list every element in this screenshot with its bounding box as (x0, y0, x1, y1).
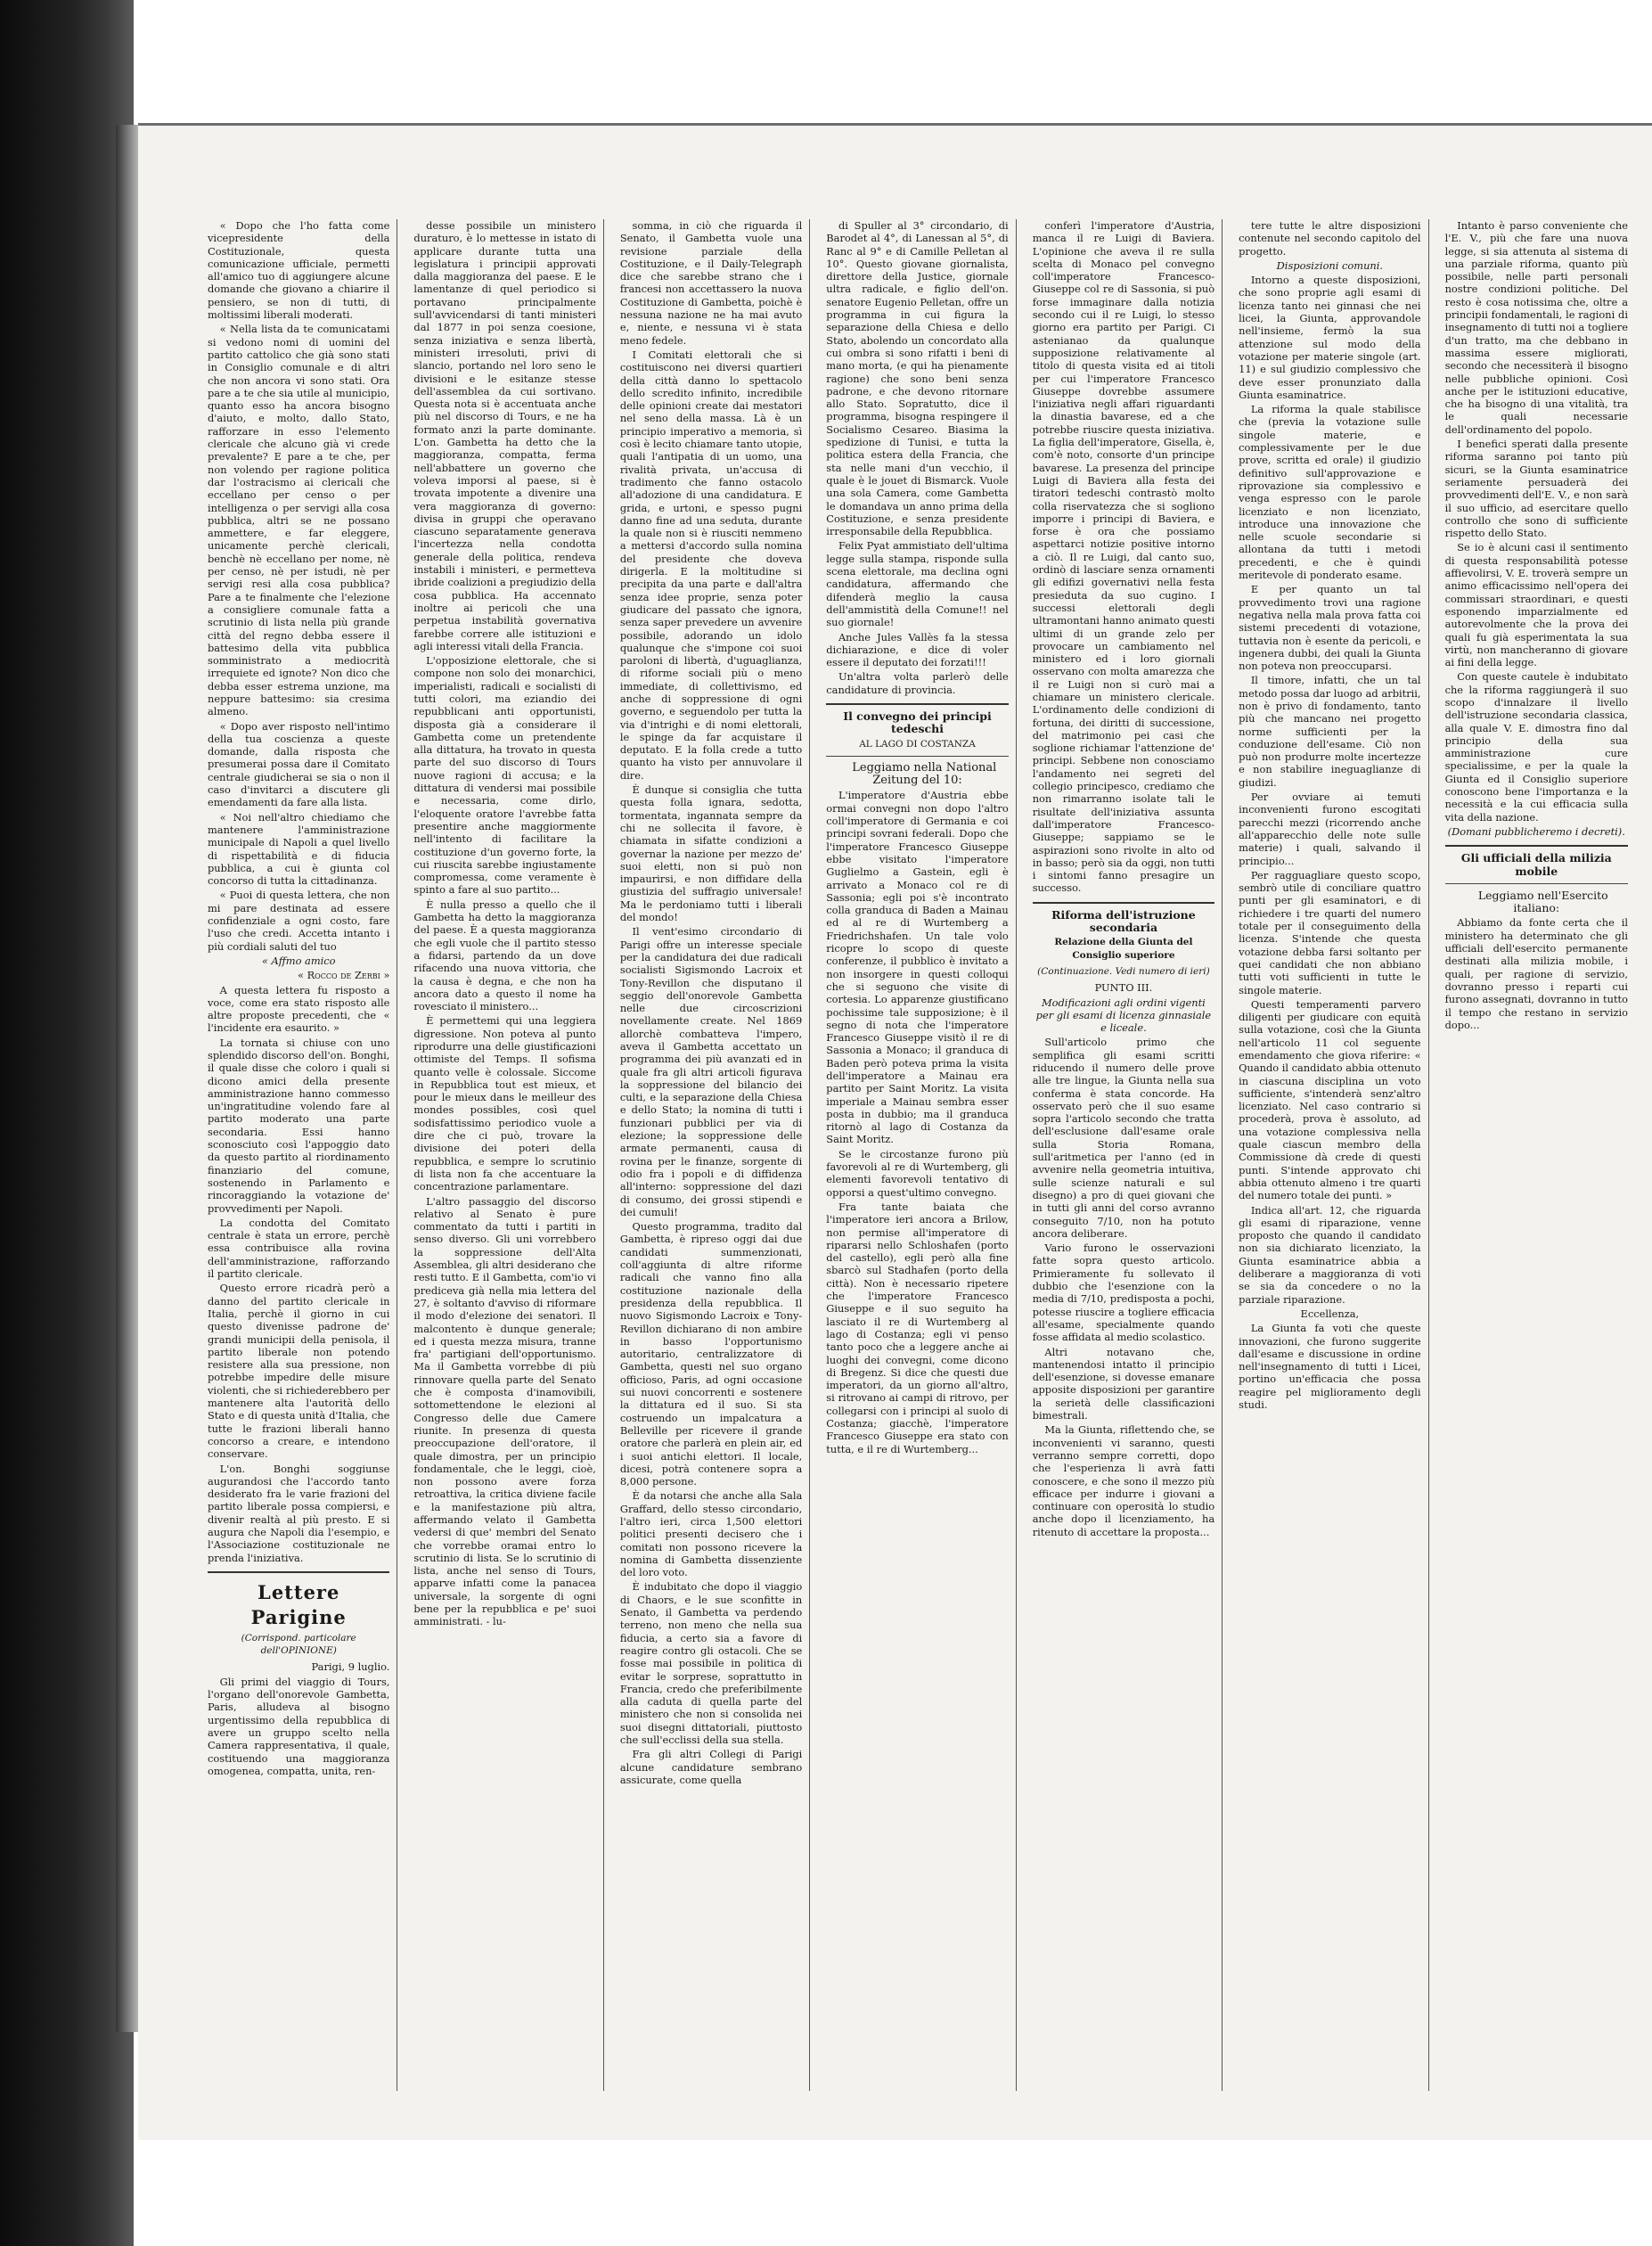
paragraph: « Nella lista da te comunicatami si vedono nomi di uomini del partito cattolico che già sono stati in Consiglio comunale e di altri che non ancora vi sono stati. Ora pare a te che sia utile al municipio, quanto esso ha ancora bisogno d'aiuto, e molto, dallo Stato, rafforzare in esso l'elemento clericale che alcuno già vi crede prevalente? E pare a te che, per non volendo per ragione politica dar l'ostracismo ai clericali che eccellano per censo o per intelligenza o per servigi alla cosa pubblica, altri se ne possano ammettere, e far eleggere, unicamente perchè clericali, benchè nè eccellano per nome, nè per censo, nè per istudi, nè per servigi resi alla cosa pubblica? Pare a te finalmente che l'elezione a consigliere comunale fatta a scrutinio di lista nella più grande città del regno debba essere il battesimo della vita pubblica somministrato a mediocrità irrequiete ed ignote? Non dico che debba esser estrema unzione, ma neppure battesimo: sia cresima almeno. (208, 323, 390, 718)
section-rule (826, 703, 1008, 705)
paragraph: Felix Pyat ammistiato dell'ultima legge sulla stampa, risponde sulla scena elettorale, ma declina ogni candidatura, affermando che difenderà meglio la causa dell'ammistità della Comune!! nel suo giornale! (826, 539, 1009, 629)
paragraph: I Comitati elettorali che si costituiscono nei diversi quartieri della città danno lo spettacolo dello scredito infinito, incredibile delle opinioni create dai mestatori nel seno della massa. Là è un principio imperativo a memoria, sì così è lecito chiamare tanto utopie, quali l'antipatia di un uomo, una rivalità privata, un'accusa di tradimento che fanno ostacolo all'adozione di una candidatura. E grida, e urtoni, e spesso pugni danno fine ad una seduta, durante la quale non si è riusciti nemmeno a mettersi d'accordo sulla nomina del presidente che doveva dirigerla. E la moltitudine si precipita da una parte e dall'altra senza idee proprie, senza poter giudicare del passato che ignora, senza saper prevedere un avvenire possibile, adorando un idolo qualunque che s'impone coi suoi paroloni di libertà, d'uguaglianza, di riforme sociali più o meno immediate, di collettivismo, ed anche di soppressione di ogni governo, e seguendolo per tutta la via d'intrighi e di nomi elettorali, le spinge da far acquistare il deputato. E la folla crede a tutto quanto ha visto per annuvolare il dire. (619, 348, 803, 782)
column-4 (819, 219, 1016, 2091)
paragraph: Questo errore ricadrà però a danno del partito clericale in Italia, perchè il giorno in cui questo divenisse padrone de' grandi municipii della penisola, il partito liberale non potendo resistere alla sua pressione, non potrebbe impedire delle misure violenti, che si richiederebbero per mantenere alta l'autorità dello Stato e di questa unità d'Italia, che tutte le frazioni liberali hanno concorso a creare, e intendono conservare. (208, 1282, 390, 1461)
divider (826, 756, 1008, 757)
paragraph: Gli primi del viaggio di Tours, l'organo dell'onorevole Gambetta, Paris, alludeva al bisogno urgentissimo della repubblica di avere un gruppo scelto nella Camera rappresentativa, il quale, costituendo una maggioranza omogenea, compatta, unita, ren- (208, 1675, 390, 1777)
paragraph: Abbiamo da fonte certa che il ministero ha determinato che gli ufficiali dell'esercito permanente destinati alla milizia mobile, i quali, per ragione di servizio, dovranno presso i reparti cui furono assegnati, dovranno in tutto il tempo che restano in servizio dopo... (1444, 916, 1628, 1031)
paragraph: Il timore, infatti, che un tal metodo possa dar luogo ad arbitrii, non è privo di fondamento, tanto più che mancano nei progetto norme sufficienti per la conduzione dell'esame. Ciò non può non produrre molte incertezze e non stabilire ineguaglianze di giudizi. (1239, 674, 1421, 789)
paragraph: Anche Jules Vallès fa la stessa dichiarazione, e dice di voler essere il deputato dei forzati!!! (826, 630, 1009, 669)
paragraph: Se io è alcuni casi il sentimento di questa responsabilità potesse affievolirsi, V. E. troverà sempre un animo efficacissimo nell'opera dei commissari straordinari, e questi esponendo imparzialmente ed autorevolmente che la prova dei quali fu già esperimentata la sua virtù, non mancheranno di giovare ai fini della legge. (1444, 541, 1628, 669)
section-title-lettere-parigine: Lettere Parigine (250, 1580, 347, 1628)
paragraph: « Puoi di questa lettera, che non mi pare destinata ad essere confidenziale a ogni costo, fare l'uso che credi. Accetta intanto i più cordiali saluti del tuo (208, 889, 390, 953)
dateline: Parigi, 9 luglio. (311, 1660, 390, 1674)
section-subtitle: (Corrispond. particolare dell'OPINIONE) (241, 1632, 356, 1657)
paragraph: Per ovviare ai temuti inconvenienti furono escogitati parecchi mezzi (ricorrendo anche all'apparecchio delle note sulle materie) i quali, salvando il principio... (1239, 791, 1421, 867)
paragraph: La Giunta fa voti che queste innovazioni, che furono suggerite dall'esame e discussione in ordine nell'insegnamento di tutti i Licei, portino un'efficacia che possa reagire pel miglioramento degli studi. (1239, 1322, 1421, 1412)
paragraph: Ma la Giunta, riflettendo che, se inconvenienti vi saranno, questi verranno sempre corretti, dopo che l'esperienza li avrà fatti conoscere, e che sono il mezzo più efficace per indurre i giovani a continuare con operosità lo studio anche dopo il licenziamento, ha ritenuto di accettare la proposta... (1032, 1423, 1215, 1538)
section-rule (1033, 902, 1214, 904)
paragraph: desse possibile un ministero duraturo, è lo mettesse in istato di applicare durante tutta una legislatura i principii approvati dalla maggioranza del paese. E le lamentanze di quel periodico si portavano principalmente sull'avvicendarsi di tanti ministeri dal 1877 in poi senza coesione, senza iniziativa e senza libertà, ministeri irresoluti, privi di slancio, portando nel loro seno le divisioni e le esitanze stesse dell'assemblea da cui sortivano. Questa nota si è accentuata anche più nel discorso di Tours, e ne ha formato anzi la parte dominante. L'on. Gambetta ha detto che la maggioranza, compatta, ferma nell'abbattere un governo che voleva imporsi al paese, si è trovata impotente a divenire una vera maggioranza di governo: divisa in gruppi che operavano ciascuno separatamente generava l'incertezza nella condotta generale della politica, rendeva instabili i ministeri, e permetteva ibride coalizioni a pregiudizio della cosa pubblica. Ha accennato inoltre ai pericoli che una perpetua instabilità governativa farebbe correre alle istituzioni e agli interessi vitali della Francia. (413, 219, 596, 652)
paragraph: « Dopo che l'ho fatta come vicepresidente della Costituzionale, questa comunicazione ufficiale, permetti all'amico tuo di aggiungere alcune domande che giovano a chiarire il pensiero, se non di tutti, di moltissimi liberali moderati. (208, 219, 390, 322)
section-rule (208, 1571, 389, 1573)
paragraph: Altri notavano che, mantenendosi intatto il principio dell'esenzione, si dovesse emanare apposite disposizioni per garantire la serietà delle classificazioni bimestrali. (1032, 1345, 1215, 1422)
section-title-milizia: Gli ufficiali della milizia mobile (1460, 851, 1612, 878)
paragraph: E per quanto un tal provvedimento trovi una ragione negativa nella mala prova fatta coi sistemi precedenti di votazione, tuttavia non è esente da pericoli, e ingenera dubbi, dei quali la Giunta non poteva non preoccuparsi. (1239, 583, 1421, 673)
paragraph: L'opposizione elettorale, che si compone non solo dei monarchici, imperialisti, radicali e socialisti di tutti colori, ma eziandio dei repubblicani anti opportunisti, disposta già a considerare il Gambetta come un pretendente alla dittatura, ha trovato in questa parte del suo discorso di Tours nuove ragioni di accusa; e la dittatura di vendersi mai possibile e necessaria, come dirlo, l'eloquente oratore l'avrebbe fatta presentire anche maggiormente nell'intento di facilitare la costituzione d'un governo forte, la cui riuscita sarebbe ingiustamente compromessa, come veramente è spinto a fare al suo partito... (413, 654, 596, 897)
intro-line: Leggiamo nell'Esercito italiano: (1477, 888, 1608, 915)
paragraph: Con queste cautele è indubitato che la riforma raggiungerà il suo scopo d'innalzare il livello dell'istruzione secondaria classica, alla quale V. E. dimostra fino dal principio della sua amministrazione cure specialissime, e per la quale la Giunta ed il Consiglio superiore conoscono bene l'importanza e la necessità e la cui efficacia sulla vita della nazione. (1444, 670, 1628, 824)
punto-title: Modificazioni agli ordini vigenti per gli esami di licenza ginnasiale e liceale. (1035, 996, 1212, 1035)
page-binding (116, 125, 139, 2032)
paragraph: È permettemi qui una leggiera digressione. Non poteva al punto riprodurre una delle giustificazioni ottimiste del Temps. Il sofisma quanto velle è colossale. Siccome in Repubblica tout est mieux, et pour le mieux dans le meilleur des mondes possibles, così quel sodisfattissimo periodico vuole a dire che ci può, trovare la divisione dei poteri della repubblica, e sempre lo scrutinio di lista non fa che accentuare la concentrazione parlamentare. (413, 1014, 596, 1193)
column-7 (1438, 219, 1635, 2091)
paragraph: La condotta del Comitato centrale è stata un errore, perchè essa contribuisce alla rovina dell'amministrazione, rafforzando il partito clericale. (208, 1216, 390, 1281)
paragraph: « Noi nell'altro chiediamo che mantenere l'amministrazione municipale di Napoli a quel livello di rispettabilità e di fiducia pubblica, a cui è giunta col concorso di tutta la cittadinanza. (208, 810, 390, 888)
column-3 (613, 219, 810, 2091)
paragraph: A questa lettera fu risposto a voce, come era stato risposto alle altre proposte precedenti, che « l'incidente era esaurito. » (208, 983, 390, 1035)
paragraph: L'imperatore d'Austria ebbe ormai convegni non dopo l'altro coll'imperatore di Germania e coi principi sovrani federali. Dopo che l'imperatore Francesco Giuseppe ebbe visitato l'imperatore Guglielmo a Gastein, egli è arrivato a Monaco col re di Sassonia; egli poi s'è incontrato colla granduca di Baden a Mainau ed al re di Wurtemberg a Friedrichshafen. Un tale volo ricopre lo scopo di queste conferenze, il pubblico è invitato a non insorgere in questi colloqui che si seguono che visite di cortesia. Lo apparenze giustificano pochissime tale supposizione; è il segno di nota che l'imperatore Francesco Giuseppe visitò il re di Sassonia a Monaco; il granduca di Baden però poteva prima la visita dell'imperatore a Mainau era partito per Saint Moritz. La visita imperiale a Mainau sembra esser posta in dubbio; ma il granduca ritornò al lago di Costanza da Saint Moritz. (826, 789, 1009, 1146)
paragraph: È indubitato che dopo il viaggio di Chaors, e le sue sconfitte in Senato, il Gambetta va perdendo terreno, non meno che nella sua fiducia, a certo sia a favore di reagire contro gli ostacoli. Che se fosse mai possibile in politica di evitar le sorprese, soprattutto in Francia, credo che preferibilmente alla caduta di quella parte del ministero che non si consolida nei suoi disegni dittatoriali, piuttosto che sull'ecclissi della sua stella. (619, 1580, 803, 1747)
paragraph: Intorno a queste disposizioni, che sono proprie agli esami di licenza tanto nei ginnasi che nei licei, la Giunta, approvandole nell'insieme, fermò la sua attenzione sul modo della votazione per materie singole (art. 11) e sul giudizio complessivo che deve esser pronunziato dalla Giunta esaminatrice. (1239, 274, 1421, 401)
paragraph: Questi temperamenti parvero diligenti per giudicare con equità sulla votazione, così che la Giunta nell'articolo 11 col seguente emendamento che giova riferire: « Quando il candidato abbia ottenuto in ciascuna disciplina un voto sufficiente, s'intenderà senz'altro licenziato. Nel caso contrario si procederà, prova è assoluto, ad una votazione complessiva nella quale ciascun membro della Commissione dà crede di questi punti. S'intende approvato chi abbia ottenuto almeno i tre quarti del numero totale dei punti. » (1239, 997, 1421, 1202)
paragraph: La riforma la quale stabilisce che (previa la votazione sulle singole materie, e complessivamente per le due prove, scritta ed orale) il giudizio definitivo sull'approvazione e riprovazione sia complessivo e venga espresso con le parole licenziato e non licenziato, introduce una innovazione che nelle scuole secondarie si allontana da tutti i metodi precedenti, e che è quindi meritevole di ponderato esame. (1239, 403, 1421, 582)
paragraph: L'on. Bonghi soggiunse augurandosi che l'accordo tanto desiderato fra le varie frazioni del partito liberale possa compiersi, e divenir realtà al più presto. E si augura che Napoli dia l'esempio, e l'Associazione costituzionale ne prenda l'iniziativa. (208, 1462, 390, 1564)
newspaper-page (138, 123, 1652, 2140)
paragraph: Vario furono le osservazioni fatte sopra questo articolo. Primieramente fu sollevato il dubbio che l'esenzione con la media di 7/10, predisposta a pochi, potesse riuscire a togliere efficacia all'esame, specialmente quando fosse affidata al medio scolastico. (1032, 1242, 1215, 1344)
subsection-title: Disposizioni comuni. (1276, 258, 1384, 272)
paragraph: Sull'articolo primo che semplifica gli esami scritti riducendo il numero delle prove alle tre lingue, la Giunta nella sua conferma è stata concorde. Ha osservato però che il suo esame sopra l'articolo secondo che tratta dell'esclusione dall'esame orale sulla Storia Romana, sull'aritmetica per l'anno (ed in avvenire nella geometria intuitiva, sulle scienze naturali e sul disegno) a pro di quei giovani che in tutti gli anni del corso avranno conseguito 7/10, non ha potuto ancora deliberare. (1032, 1036, 1215, 1240)
paragraph: Un'altra volta parlerò delle candidature di provincia. (826, 670, 1009, 696)
paragraph: Il vent'esimo circondario di Parigi offre un interesse speciale per la candidatura dei due radicali socialisti Sigismondo Lacroix et Tony-Revillon che disputano il seggio dell'onorevole Gambetta nelle due circoscrizioni novellamente create. Nel 1869 allorchè combatteva l'impero, aveva il Gambetta accettato un programma dei più avanzati ed in quale fra gli altri articoli figurava la soppressione del bilancio dei culti, e la separazione della Chiesa e dello Stato; la nomina di tutti i funzionari pubblici per via di elezione; la soppressione delle armate permanenti, causa di rovina per le finanze, sorgente di odio fra i popoli e di diffidenza all'interno: soppressione del dazi di consumo, dei grossi stipendi e dei cumuli! (619, 925, 803, 1218)
column-2 (406, 219, 603, 2091)
intro-line: Leggiamo nella National Zeitung del 10: (852, 760, 997, 788)
closing: « Affmo amico (261, 954, 336, 967)
paragraph: Intanto è parso conveniente che l'E. V., più che fare una nuova legge, si sia attenuta al sistema di una parziale riforma, quanto più possibile, nelle parti personali nostre condizioni politiche. Del resto è cosa notissima che, oltre a principii fondamentali, le ragioni di insegnamento di tutti noi a togliere d'un tratto, ma che debbano in massima essere migliorati, secondo che necessiterà il bisogno nelle pubbliche opinioni. Così anche per le istituzioni educative, che ha bisogno di una vitalità, tra le quali necessarie dell'ordinamento del popolo. (1444, 219, 1628, 436)
paragraph: (Domani pubblicheremo i decreti). (1447, 824, 1625, 838)
paragraph: I benefici sperati dalla presente riforma saranno poi tanto più sicuri, se la Giunta esaminatrice seriamente persuaderà dei provvedimenti dell'E. V., e non sarà il suo ufficio, ad esercitare quello controllo che sono di sufficiente rispetto dello Stato. (1444, 438, 1628, 540)
paragraph: Questo programma, tradito dal Gambetta, è ripreso oggi dai due candidati summenzionati, coll'aggiunta di altre riforme radicali che vanno fino alla costituzione nazionale della presidenza della repubblica. Il nuovo Sigismondo Lacroix e Tony-Revillon dichiarano di non ambire in basso l'opportunismo autoritario, centralizzatore di Gambetta, questi nel suo organo officioso, Paris, ad ogni occasione sui nuovi concorrenti e sostenere la dittatura ed il suo. Si sta costruendo un impalcatura a Belleville per ricevere il grande oratore che parlerà en plein air, ed i suoi antichi elettori. Il locale, dicesi, potrà contenere sopra a 8,000 persone. (619, 1220, 803, 1488)
paragraph: È dunque si consiglia che tutta questa folla ignara, sedotta, tormentata, ingannata sempre da chi ne sollecita il favore, è chiamata in sifatte condizioni a governar la nazione per mezzo de' suoi eletti, non si può non impaurirsi, e non diffidare della giustizia del suffragio universale! Ma le perdoniamo tutti i liberali del mondo! (619, 783, 803, 924)
paragraph: È nulla presso a quello che il Gambetta ha detto la maggioranza del paese. È a questa maggioranza che egli vuole che il partito stesso a fidarsi, partendo da un dove rifacendo una nuova vittoria, che la causa è degna, e che non ha ancora dato a questo il nome ha rovesciato il ministero... (413, 898, 596, 1013)
punto-heading: PUNTO III. (1094, 981, 1153, 995)
paragraph: Per ragguagliare questo scopo, sembrò utile di conciliare quattro punti per gli esaminatori, e di richiedere i tre quarti del numero totale per il conseguimento della licenza. S'intende che questa votazione debba farsi soltanto per quei candidati che non abbiano tutti voti sufficienti in tutte le singole materie. (1239, 868, 1421, 996)
section-title-riforma: Riforma dell'istruzione secondaria (1051, 907, 1196, 935)
signature: « Rocco de Zerbi » (297, 969, 390, 982)
paragraph: « Dopo aver risposto nell'intimo della tua coscienza a queste domande, dalla risposta che presumerai possa dare il Comitato centrale giudicherai se sia o non il caso d'invitarci a discutere gli emendamenti da fare alla lista. (208, 719, 390, 809)
section-note: (Continuazione. Vedi numero di ieri) (1037, 965, 1210, 977)
paragraph: Fra tante baiata che l'imperatore ieri ancora a Brilow, non permise all'imperatore di ripararsi nello Schloshafen (porto del castello), egli però alla fine sbarcò sul Stadhafen (porto della città). Non è necessario ripetere che l'imperatore Francesco Giuseppe e il suo seguito ha lasciato il re di Wurtemberg al lago di Costanza; egli vi penso tanto poco che a leggere anche ai luoghi dei convegni, come dicono di Bregenz. Si dice che questi due imperatori, da un giorno all'altro, si ritrovano ai campi di ritrovo, per collegarsi con i principi al suolo di Costanza; giacchè, l'imperatore Francesco Giuseppe era stato con tutta, e il re di Wurtemberg... (826, 1200, 1009, 1455)
section-title-convegno: Il convegno dei principi tedeschi (843, 709, 992, 736)
paragraph: Fra gli altri Collegi di Parigi alcune candidature sembrano assicurate, come quella (619, 1748, 803, 1786)
salutation: Eccellenza, (1300, 1307, 1360, 1320)
column-5 (1026, 219, 1223, 2091)
paragraph: di Spuller al 3° circondario, di Barodet al 4°, di Lanessan al 5°, di Ranc al 9° e di Camille Pelletan al 10°. Questo giovane giornalista, direttore della Justice, giornale ultra radicale, e figlio dell'on. senatore Eugenio Pelletan, offre un programma in cui figura la separazione della Chiesa e dello Stato, abolendo un concordato alla cui ombra si sono rifatti i beni di mano morta, (e qui ha pienamente ragione) che sono beni senza padrone, e che devono ritornare allo Stato. Sopratutto, dice il programma, bisogna respingere il Socialismo Cesareo. Biasima la spedizione di Tunisi, e tutta la politica estera della Francia, che sta nelle mani d'un vecchio, il quale è le jouet di Bismarck. Vuole una sola Camera, come Gambetta le domandava un anno prima della Costituzione, e senza presidente irresponsabile della Repubblica. (826, 219, 1009, 538)
section-subtitle: AL LAGO DI COSTANZA (859, 738, 976, 750)
paragraph: tere tutte le altre disposizioni contenute nel secondo capitolo del progetto. (1239, 219, 1421, 258)
paragraph: Indica all'art. 12, che riguarda gli esami di riparazione, venne proposto che quando il candidato non sia dichiarato licenziato, la Giunta esaminatrice abbia a deliberare a maggioranza di voti se sia da concedere o no la parziale riparazione. (1239, 1203, 1421, 1306)
paragraph: La tornata si chiuse con uno splendido discorso dell'on. Bonghi, il quale disse che coloro i quali si dicono amici della presente amministrazione hanno commesso un'ingratitudine volendo fare al partito moderato una parte secondaria. Essi hanno sconosciuto così l'appoggio dato da questo partito al riordinamento finanziario del comune, sostenendo in Parlamento e rincoraggiando la votazione de' provvedimenti per Napoli. (208, 1036, 390, 1215)
paragraph: È da notarsi che anche alla Sala Graffard, dello stesso circondario, l'altro ieri, circa 1,500 elettori politici presenti decisero che i comitati non possono ricevere la nomina di Gambetta dissenziente del loro voto. (619, 1489, 803, 1579)
section-subtitle: Relazione della Giunta del Consiglio superiore (1054, 937, 1193, 961)
scanner-margin (0, 0, 134, 2246)
paragraph: somma, in ciò che riguarda il Senato, il Gambetta vuole una revisione parziale della Costituzione, e il Daily-Telegraph dice che sarebbe strano che i francesi non accettassero la nuova Costituzione di Gambetta, poichè è nessuna nazione ne ha mai avuto e, niente, e nessuna vi è stata meno fedele. (619, 219, 803, 347)
divider (1445, 883, 1628, 884)
paragraph: Se le circostanze furono più favorevoli al re di Wurtemberg, gli elementi favorevoli tentativo di opporsi a quest'ultimo convegno. (826, 1147, 1009, 1199)
column-6 (1231, 219, 1428, 2091)
paragraph: conferì l'imperatore d'Austria, manca il re Luigi di Baviera. L'opinione che aveva il re sulla scelta di Monaco pel convegno coll'imperatore Francesco-Giuseppe col re di Sassonia, si può forse immaginare dalla notizia secondo cui il re Luigi, lo stesso giorno era partito per Parigi. Ci astenianao da qualunque supposizione relativamente al titolo di questa visita ed ai titoli per cui l'imperatore Francesco Giuseppe dovrebbe assumere l'iniziativa negli affari riguardanti la dinastia bavarese, ed a che potrebbe riuscire questa iniziativa. La figlia dell'imperatore, Gisella, è, com'è noto, consorte d'un principe bavarese. La presenza del principe Luigi di Baviera alla festa dei tiratori tedeschi contrastò molto colla riservatezza che si sogliono imporre i principi di Baviera, e forse è ora che possiamo aspettarci notizie positive intorno a ciò. Il re Luigi, dal canto suo, ordinò di lasciare senza ornamenti gli edifizi governativi nella festa presieduta da suo cugino. I successi elettorali degli ultramontani hanno animato questi ultimi di un grande zelo per provocare un cambiamento nel ministero ed i loro giornali osservano con molta amarezza che il re Luigi non si curò mai a chiamare un ministero clericale. L'ordinamento delle condizioni di fortuna, dei diritti di successione, del matrimonio pei casi che soglione richiamar l'attenzione de' principi. Sebbene non conosciamo l'andamento nei segreti del collegio principesco, crediamo che non rimarranno isolate tali le risultate dell'iniziativa assunta dall'imperatore Francesco-Giuseppe; sappiamo se le aspirazioni sono rivolte in alto od in basso; però sia da oggi, non tutti i sintomi fanno presagire un successo. (1032, 219, 1215, 895)
paragraph: L'altro passaggio del discorso relativo al Senato è pure commentato da tutti i partiti in senso diverso. Gli uni vorrebbero la soppressione dell'Alta Assemblea, gli altri desiderano che resti tutto. E il Gambetta, com'io vi prediceva già nella mia lettera del 27, è soltanto d'avviso di riformare il modo d'elezione dei senatori. Il malcontento è dunque generale; ed i questa mezza misura, tranne fra' partigiani dell'opportunismo. Ma il Gambetta vorrebbe di più rinnovare quella parte del Senato che è composta d'inamovibili, sottomettendone le elezioni al Congresso delle due Camere riunite. In presenza di questa preoccupazione dell'oratore, il quale dimostra, per un principio fondamentale, che le leggi, cioè, non possono avere forza retroattiva, la critica diviene facile e la manifestazione più altra, affermando velato il Gambetta vedersi di que' membri del Senato che vorrebbe oramai entro lo scrutinio di lista. Se lo scrutinio di lista, anche nel senso di Tours, apparve infatti come la panacea universale, la sorgente di ogni bene per la repubblica e pe' suoi amministrati. - lu- (413, 1194, 596, 1628)
column-1 (200, 219, 397, 2091)
columns-top (200, 219, 1635, 2091)
section-rule (1445, 845, 1628, 847)
